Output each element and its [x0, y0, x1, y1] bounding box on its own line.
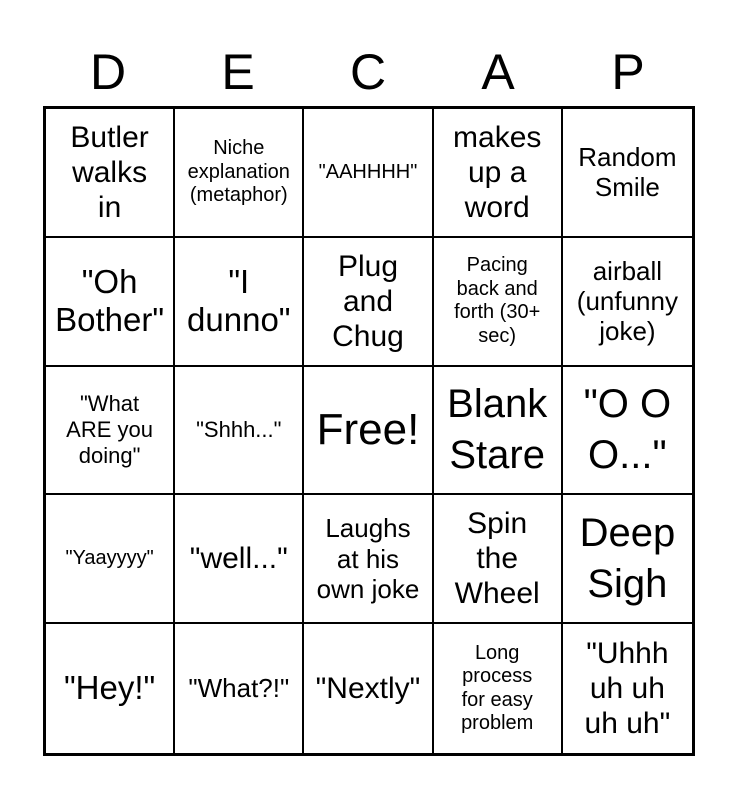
bingo-cell-r5c4[interactable]	[434, 624, 563, 753]
bingo-board	[43, 106, 695, 756]
cell-label: Spin the Wheel	[454, 507, 540, 611]
bingo-cell-r4c4[interactable]	[434, 495, 563, 624]
cell-label: "AAHHHH"	[318, 160, 418, 183]
cell-label: Deep Sigh	[579, 510, 676, 606]
cell-label: "What ARE you doing"	[66, 391, 153, 468]
header-letter-p: P	[611, 44, 645, 100]
cell-label: Laughs at his own joke	[316, 513, 420, 604]
cell-label: "O O O..."	[583, 381, 672, 477]
bingo-cell-r3c5[interactable]	[563, 367, 692, 496]
cell-label: Blank Stare	[447, 381, 548, 477]
cell-label: "I dunno"	[187, 262, 291, 339]
cell-label: "Nextly"	[315, 672, 421, 706]
cell-label: makes up a word	[453, 120, 542, 224]
bingo-cell-r1c2[interactable]	[175, 109, 304, 238]
bingo-cell-r5c2[interactable]	[175, 624, 304, 753]
bingo-cell-r3c4[interactable]	[434, 367, 563, 496]
bingo-cell-r4c5[interactable]	[563, 495, 692, 624]
bingo-header	[43, 38, 693, 106]
bingo-cell-r3c1[interactable]	[46, 367, 175, 496]
bingo-cell-r2c3[interactable]	[304, 238, 433, 367]
cell-label: airball (unfunny joke)	[576, 255, 678, 347]
bingo-cell-r2c4[interactable]	[434, 238, 563, 367]
bingo-cell-r4c2[interactable]	[175, 495, 304, 624]
cell-label: Long process for easy problem	[461, 641, 534, 734]
bingo-cell-r4c3[interactable]	[304, 495, 433, 624]
cell-label: Plug and Chug	[332, 249, 404, 353]
bingo-cell-r3c3[interactable]	[304, 367, 433, 496]
cell-label: "Yaayyyy"	[65, 547, 154, 570]
bingo-cell-r2c2[interactable]	[175, 238, 304, 367]
cell-label: Pacing back and forth (30+ sec)	[454, 254, 541, 347]
cell-label: "What?!"	[188, 673, 290, 704]
bingo-cell-r5c3[interactable]	[304, 624, 433, 753]
bingo-cell-r2c1[interactable]	[46, 238, 175, 367]
bingo-cell-r2c5[interactable]	[563, 238, 692, 367]
cell-label: Free!	[316, 405, 420, 455]
cell-label: "Uhhh uh uh uh uh"	[584, 636, 671, 741]
cell-label: Butler walks in	[70, 120, 149, 224]
cell-label: "Oh Bother"	[55, 262, 165, 339]
bingo-cell-r5c5[interactable]	[563, 624, 692, 753]
bingo-cell-r1c1[interactable]	[46, 109, 175, 238]
bingo-cell-r1c4[interactable]	[434, 109, 563, 238]
bingo-cell-r5c1[interactable]	[46, 624, 175, 753]
header-letter-c: C	[349, 44, 387, 100]
cell-label: "Hey!"	[63, 669, 156, 707]
bingo-cell-r1c5[interactable]	[563, 109, 692, 238]
cell-label: "Shhh..."	[196, 417, 282, 443]
header-letter-d: D	[89, 44, 127, 100]
header-letter-a: A	[481, 44, 515, 100]
bingo-cell-r3c2[interactable]	[175, 367, 304, 496]
bingo-cell-r1c3[interactable]	[304, 109, 433, 238]
cell-label: "well..."	[189, 542, 288, 576]
cell-label: Niche explanation (metaphor)	[187, 137, 290, 207]
cell-label: Random Smile	[578, 141, 677, 203]
header-letter-e: E	[221, 44, 255, 100]
bingo-cell-r4c1[interactable]	[46, 495, 175, 624]
